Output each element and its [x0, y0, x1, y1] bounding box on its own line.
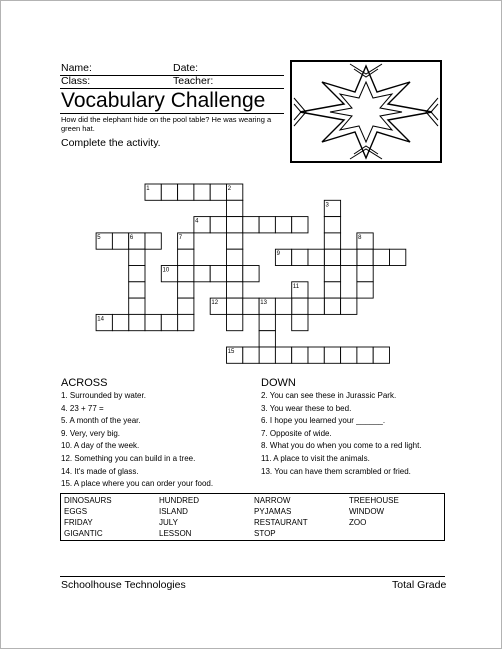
- crossword-cell[interactable]: [357, 249, 373, 265]
- down-clue: 3. You wear these to bed.: [261, 403, 352, 413]
- crossword-cell[interactable]: [178, 249, 194, 265]
- word-bank-entry: RESTAURANT: [254, 518, 308, 527]
- crossword-cell[interactable]: [292, 249, 308, 265]
- crossword-cell[interactable]: [275, 298, 291, 314]
- crossword-cell[interactable]: [341, 347, 357, 363]
- clue-number: 1: [146, 186, 150, 192]
- crossword-cell[interactable]: [210, 184, 226, 200]
- footer-rule: [60, 576, 445, 577]
- clue-number: 14: [97, 316, 104, 323]
- crossword-cell[interactable]: [243, 217, 259, 233]
- crossword-cell[interactable]: [341, 298, 357, 314]
- crossword-cell[interactable]: [129, 298, 145, 314]
- word-bank-entry: PYJAMAS: [254, 507, 292, 516]
- clue-number: 7: [178, 234, 183, 241]
- crossword-cell[interactable]: [178, 314, 194, 330]
- crossword-grid: [1, 1, 501, 648]
- clue-number: 4: [195, 218, 199, 225]
- crossword-cell[interactable]: [324, 282, 340, 298]
- across-clue: 12. Something you can build in a tree.: [61, 454, 196, 463]
- clue-number: 12: [211, 300, 219, 307]
- crossword-cell[interactable]: [243, 298, 259, 314]
- clue-number: 5: [97, 234, 101, 241]
- crossword-cell[interactable]: [145, 314, 161, 330]
- crossword-cell[interactable]: [178, 266, 194, 282]
- clue-number: 13: [260, 300, 267, 307]
- crossword-cell[interactable]: [292, 347, 308, 363]
- word-bank-entry: FRIDAY: [64, 518, 93, 527]
- page-title: Vocabulary Challenge: [61, 89, 266, 112]
- crossword-cell[interactable]: [112, 233, 128, 249]
- crossword-cell[interactable]: [210, 217, 226, 233]
- clue-number: 8: [358, 234, 362, 241]
- across-clue: 1. Surrounded by water.: [61, 391, 146, 400]
- word-bank-entry: DINOSAURS: [64, 496, 112, 505]
- crossword-cell[interactable]: [324, 249, 340, 265]
- clue-number: 11: [292, 283, 300, 290]
- crossword-cell[interactable]: [161, 184, 177, 200]
- crossword-cell[interactable]: [373, 249, 389, 265]
- down-clue: 11. A place to visit the animals.: [261, 454, 370, 463]
- word-bank-entry: ISLAND: [159, 507, 188, 516]
- word-bank-entry: WINDOW: [349, 507, 385, 516]
- crossword-cell[interactable]: [243, 266, 259, 282]
- crossword-cell[interactable]: [292, 314, 308, 330]
- instructions: Complete the activity.: [61, 137, 161, 149]
- name-label: Name:: [61, 62, 92, 74]
- crossword-cell[interactable]: [227, 217, 243, 233]
- teacher-label: Teacher:: [173, 75, 214, 87]
- clue-number: 6: [129, 234, 134, 241]
- across-clue: 4. 23 + 77 =: [61, 403, 104, 413]
- crossword-cell[interactable]: [324, 266, 340, 282]
- crossword-cell[interactable]: [357, 266, 373, 282]
- crossword-cell[interactable]: [324, 217, 340, 233]
- crossword-cell[interactable]: [341, 249, 357, 265]
- across-title: ACROSS: [61, 377, 108, 389]
- clue-number: 15: [227, 349, 235, 355]
- across-clue: 10. A day of the week.: [61, 441, 140, 451]
- crossword-cell[interactable]: [275, 217, 291, 233]
- clue-number: 9: [276, 251, 280, 258]
- crossword-cell[interactable]: [243, 347, 259, 363]
- down-clue: 6. I hope you learned your ______.: [261, 416, 386, 426]
- word-bank-entry: GIGANTIC: [64, 529, 103, 538]
- class-label: Class:: [61, 75, 91, 87]
- crossword-cell[interactable]: [227, 266, 243, 282]
- crossword-cell[interactable]: [390, 249, 406, 265]
- crossword-cell[interactable]: [129, 266, 145, 282]
- crossword-cell[interactable]: [292, 298, 308, 314]
- crossword-cell[interactable]: [227, 282, 243, 298]
- crossword-cell[interactable]: [129, 282, 145, 298]
- crossword-cell[interactable]: [308, 347, 324, 363]
- word-bank-entry: LESSON: [159, 529, 192, 538]
- across-clue: 15. A place where you can order your food.: [61, 479, 214, 489]
- crossword-cell[interactable]: [227, 200, 243, 216]
- word-bank-entry: HUNDRED: [159, 496, 199, 505]
- clue-number: 2: [227, 186, 232, 192]
- crossword-cell[interactable]: [178, 184, 194, 200]
- down-clue: 13. You can have them scrambled or fried.: [261, 466, 411, 476]
- crossword-cell[interactable]: [259, 347, 275, 363]
- crossword-cell[interactable]: [259, 331, 275, 347]
- crossword-cell[interactable]: [129, 249, 145, 265]
- crossword-cell[interactable]: [357, 282, 373, 298]
- clue-number: 3: [325, 202, 329, 209]
- clue-number: 10: [162, 267, 170, 274]
- crossword-cell[interactable]: [292, 217, 308, 233]
- word-bank-entry: EGGS: [64, 507, 88, 516]
- across-clue: 9. Very, very big.: [61, 428, 120, 438]
- footer-publisher: Schoolhouse Technologies: [61, 579, 186, 591]
- word-bank-entry: STOP: [254, 529, 276, 538]
- crossword-cell[interactable]: [227, 298, 243, 314]
- crossword-cell[interactable]: [324, 233, 340, 249]
- crossword-cell[interactable]: [210, 266, 226, 282]
- word-bank-entry: JULY: [159, 518, 178, 527]
- crossword-cell[interactable]: [145, 233, 161, 249]
- crossword-cell[interactable]: [194, 184, 210, 200]
- crossword-cell[interactable]: [227, 314, 243, 330]
- crossword-cell[interactable]: [357, 347, 373, 363]
- crossword-cell[interactable]: [324, 347, 340, 363]
- crossword-cell[interactable]: [161, 314, 177, 330]
- crossword-cell[interactable]: [178, 282, 194, 298]
- word-bank-entry: NARROW: [254, 496, 291, 505]
- crossword-cell[interactable]: [178, 298, 194, 314]
- word-bank-entry: TREEHOUSE: [349, 496, 399, 505]
- riddle-text: How did the elephant hide on the pool table? He was wearing a green hat.: [61, 115, 272, 133]
- down-clue: 7. Opposite of wide.: [261, 428, 332, 438]
- footer-total-grade: Total Grade: [392, 579, 447, 591]
- word-bank-entry: ZOO: [349, 518, 367, 527]
- crossword-cell[interactable]: [227, 233, 243, 249]
- down-title: DOWN: [261, 377, 296, 389]
- crossword-cell[interactable]: [194, 266, 210, 282]
- down-clue: 2. You can see these in Jurassic Park.: [261, 391, 397, 400]
- crossword-cell[interactable]: [308, 249, 324, 265]
- down-clue: 8. What you do when you come to a red light.: [261, 441, 422, 451]
- crossword-cell[interactable]: [259, 217, 275, 233]
- crossword-cell[interactable]: [112, 314, 128, 330]
- crossword-cell[interactable]: [373, 347, 389, 363]
- date-label: Date:: [173, 62, 199, 74]
- crossword-cell[interactable]: [227, 249, 243, 265]
- word-bank: [60, 493, 445, 541]
- across-clue: 5. A month of the year.: [61, 416, 141, 426]
- crossword-cell[interactable]: [129, 314, 145, 330]
- crossword-cell[interactable]: [308, 298, 324, 314]
- crossword-cell[interactable]: [324, 298, 340, 314]
- crossword-cell[interactable]: [259, 314, 275, 330]
- across-clue: 14. It's made of glass.: [61, 466, 139, 476]
- crossword-cell[interactable]: [275, 347, 291, 363]
